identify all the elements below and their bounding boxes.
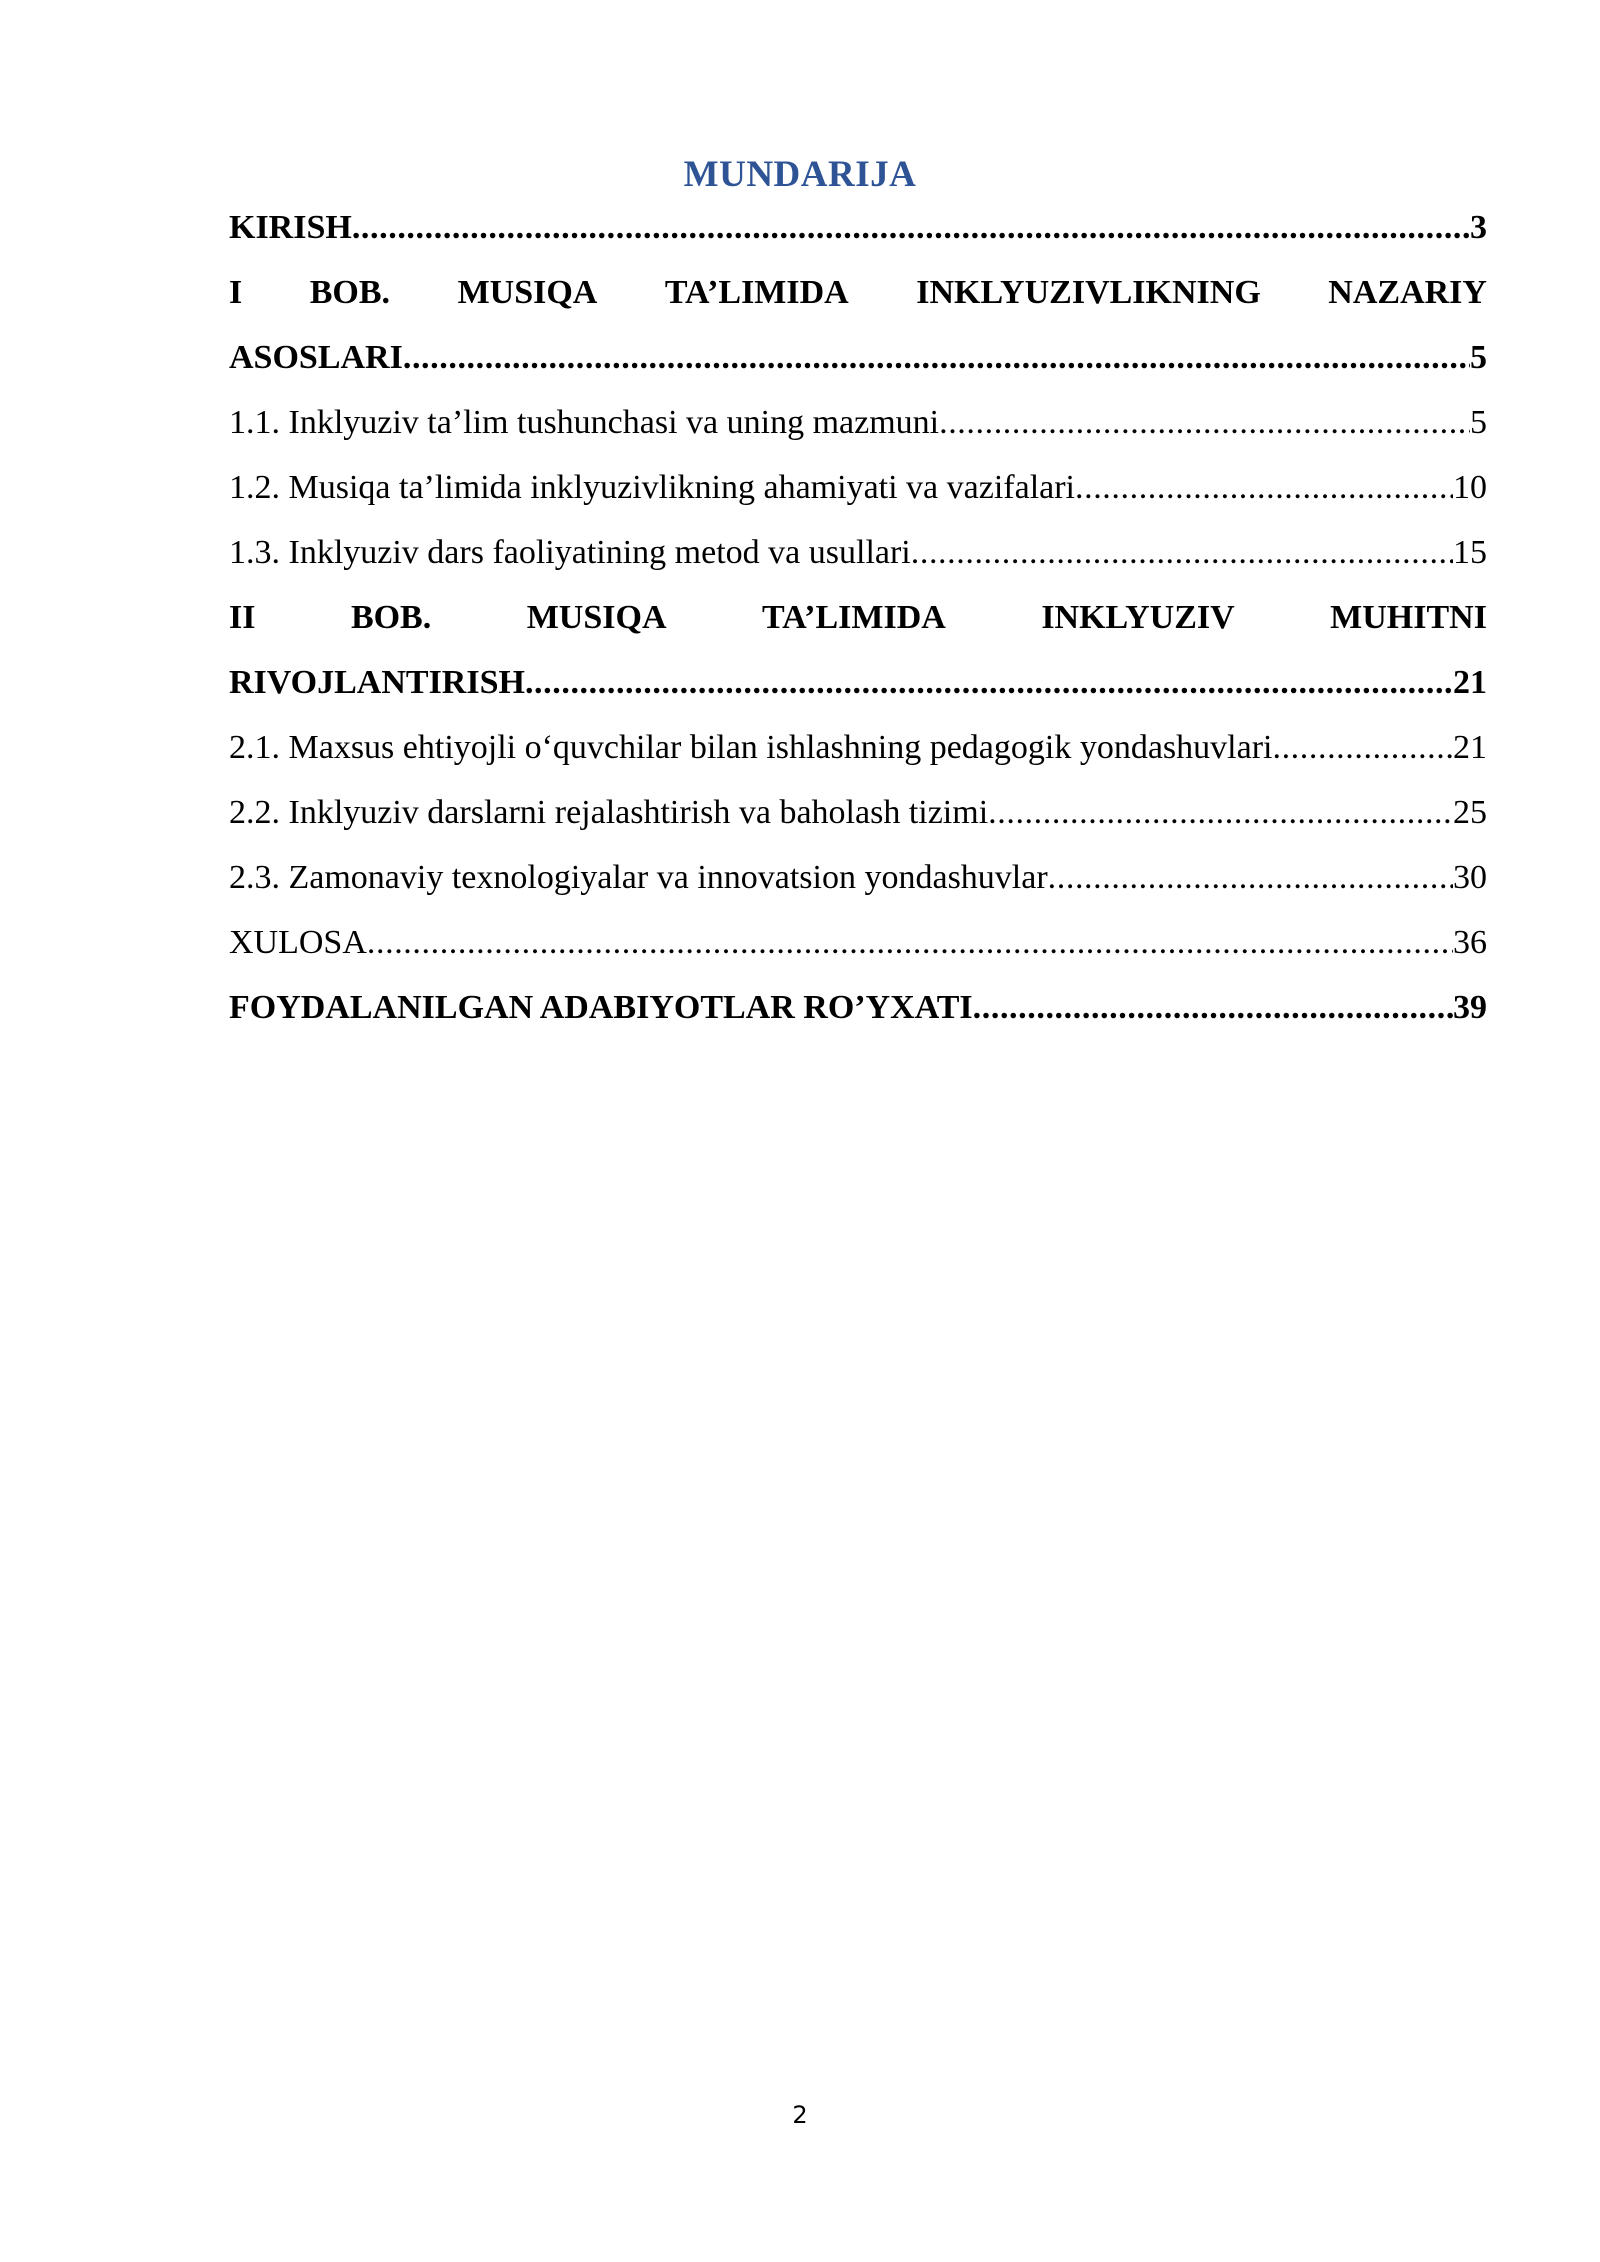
toc-entry-page: 30 — [1453, 859, 1487, 896]
heading-word: II — [229, 599, 256, 636]
toc-entry-xulosa[interactable] — [229, 910, 1487, 975]
dot-leader — [939, 390, 1470, 455]
dot-leader — [988, 780, 1453, 845]
toc-entry-page: 25 — [1453, 794, 1487, 831]
toc-entry-chapter-2[interactable] — [229, 650, 1487, 715]
table-of-contents — [229, 195, 1487, 1040]
toc-entry-label: 2.2. Inklyuziv darslarni rejalashtirish va baholash tizimi — [229, 794, 989, 831]
toc-chapter-2-heading[interactable] — [229, 585, 1487, 650]
toc-entry-page: 3 — [1470, 209, 1487, 246]
toc-entry-2-2[interactable] — [229, 780, 1487, 845]
toc-entry-references[interactable] — [229, 975, 1487, 1040]
toc-entry-page: 21 — [1453, 729, 1487, 766]
toc-entry-1-1[interactable] — [229, 390, 1487, 455]
heading-word: INKLYUZIV — [1041, 599, 1235, 636]
dot-leader — [367, 910, 1453, 975]
toc-entry-2-1[interactable] — [229, 715, 1487, 780]
heading-word: TA’LIMIDA — [664, 274, 849, 311]
page-number: 2 — [792, 2101, 808, 2129]
toc-title: MUNDARIJA — [683, 154, 917, 195]
toc-entry-label: RIVOJLANTIRISH — [229, 664, 525, 701]
toc-entry-label: XULOSA — [229, 924, 367, 961]
heading-word: BOB. — [350, 599, 432, 636]
toc-entry-label: 1.2. Musiqa ta’limida inklyuzivlikning ahamiyati va vazifalari — [229, 469, 1075, 506]
toc-entry-page: 10 — [1453, 469, 1487, 506]
toc-entry-label: 1.3. Inklyuziv dars faoliyatining metod va usullari — [229, 534, 911, 571]
toc-entry-label: 2.1. Maxsus ehtiyojli o‘quvchilar bilan ishlashning pedagogik yondashuvlari — [229, 729, 1273, 766]
toc-entry-page: 21 — [1453, 664, 1487, 701]
toc-entry-page: 36 — [1453, 924, 1487, 961]
toc-entry-page: 5 — [1470, 339, 1487, 376]
toc-chapter-1-heading[interactable] — [229, 260, 1487, 325]
heading-word: BOB. — [309, 274, 391, 311]
toc-entry-label: KIRISH — [229, 209, 352, 246]
toc-entry-page: 39 — [1453, 989, 1487, 1026]
toc-entry-label: 1.1. Inklyuziv ta’lim tushunchasi va uning mazmuni — [229, 404, 940, 441]
dot-leader — [403, 325, 1470, 390]
dot-leader — [911, 520, 1453, 585]
toc-entry-chapter-1[interactable] — [229, 325, 1487, 390]
heading-word: INKLYUZIVLIKNING — [916, 274, 1261, 311]
toc-entry-1-3[interactable] — [229, 520, 1487, 585]
toc-entry-kirish[interactable] — [229, 195, 1487, 260]
toc-entry-label: 2.3. Zamonaviy texnologiyalar va innovatsion yondashuvlar — [229, 859, 1048, 896]
heading-word: MUSIQA — [457, 274, 598, 311]
heading-word: MUHITNI — [1330, 599, 1487, 636]
dot-leader — [352, 195, 1470, 260]
toc-entry-label: ASOSLARI — [229, 339, 403, 376]
toc-entry-label: FOYDALANILGAN ADABIYOTLAR RO’YXATI — [229, 989, 973, 1026]
toc-entry-page: 15 — [1453, 534, 1487, 571]
toc-entry-page: 5 — [1470, 404, 1487, 441]
dot-leader — [1075, 455, 1453, 520]
dot-leader — [1272, 715, 1453, 780]
heading-word: MUSIQA — [526, 599, 667, 636]
heading-word: TA’LIMIDA — [761, 599, 946, 636]
dot-leader — [973, 975, 1453, 1040]
heading-word: NAZARIY — [1328, 274, 1487, 311]
heading-word: I — [229, 274, 243, 311]
dot-leader — [1048, 845, 1453, 910]
toc-entry-1-2[interactable] — [229, 455, 1487, 520]
dot-leader — [525, 650, 1453, 715]
toc-entry-2-3[interactable] — [229, 845, 1487, 910]
